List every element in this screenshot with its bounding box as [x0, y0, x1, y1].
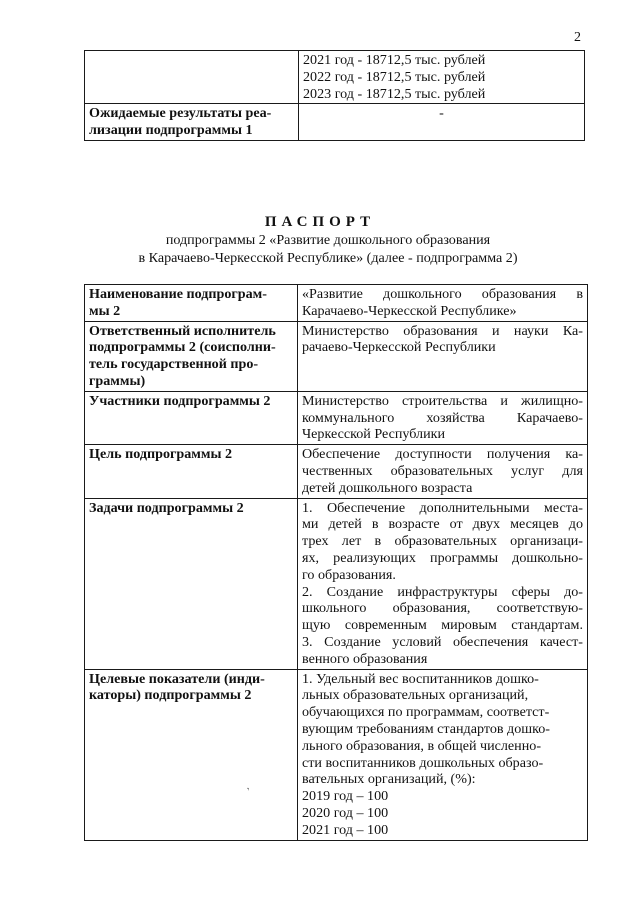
table-row [85, 445, 588, 498]
row-label-tasks: Задачи подпрограммы 2 [85, 498, 298, 669]
scan-speck: ʼ [245, 785, 254, 798]
subprogram1-table-continuation [84, 50, 585, 141]
expected-results-value: - [299, 104, 585, 141]
funding-line: 2023 год - 18712,5 тыс. рублей [303, 85, 486, 102]
row-label-indicators: Целевые показатели (инди- каторы) подпрограммы 2 [85, 669, 298, 840]
funding-label-cell [85, 51, 299, 104]
table-row [85, 391, 588, 444]
passport-subtitle: в Карачаево-Черкесской Республике» (далее - подпрограмма 2) [138, 250, 518, 266]
passport-table [84, 284, 588, 841]
row-label-executor: Ответственный исполнитель подпрограммы 2 (соисполни- тель государственной про- граммы) [85, 321, 298, 391]
funding-value-cell [299, 51, 585, 104]
page-number: 2 [574, 30, 581, 45]
row-value-executor: Министерство образования и науки Ка- рачаево-Черкесской Республики [298, 321, 588, 391]
table-row [85, 498, 588, 669]
table-row [85, 104, 585, 141]
row-value-indicators: 1. Удельный вес воспитанников дошко- льных образовательных организаций, обучающихся по программам, соответст- вующим требованиям стандартов дошко- льного образования, в общей численно- сти воспитанников дошкольных образо- вательных организаций, (%): 2019 год – 100 2020 год – 100 2021 год – 100 [298, 669, 588, 840]
funding-line: 2022 год - 18712,5 тыс. рублей [303, 68, 486, 85]
row-label-name: Наименование подпрограм- мы 2 [85, 285, 298, 322]
funding-line: 2021 год - 18712,5 тыс. рублей [303, 52, 486, 68]
table-row [85, 669, 588, 840]
table-row [85, 285, 588, 322]
passport-title: ПАСПОРТ [264, 214, 376, 230]
row-value-goal: Обеспечение доступности получения ка- чественных образовательных услуг для детей дошкольного возраста [298, 445, 588, 498]
passport-subtitle: подпрограммы 2 «Развитие дошкольного образования [165, 232, 491, 248]
row-value-tasks: 1. Обеспечение дополнительными места- ми детей в возрасте от двух месяцев до трех лет в образовательных организаци- ях, реализующих программы дошкольно- го образования. 2. Создание инфраструктуры сферы до- школьного образования, соответствую- щую современным мировым стандартам. 3. Создание условий обеспечения качест- венного образования [298, 498, 588, 669]
table-row [85, 321, 588, 391]
row-value-participants: Министерство строительства и жилищно- коммунального хозяйства Карачаево- Черкесской Республики [298, 391, 588, 444]
expected-results-label: Ожидаемые результаты реа- лизации подпрограммы 1 [85, 104, 299, 141]
table-row [85, 51, 585, 104]
row-label-participants: Участники подпрограммы 2 [85, 391, 298, 444]
row-value-name: «Развитие дошкольного образования в Карачаево-Черкесской Республике» [298, 285, 588, 322]
row-label-goal: Цель подпрограммы 2 [85, 445, 298, 498]
